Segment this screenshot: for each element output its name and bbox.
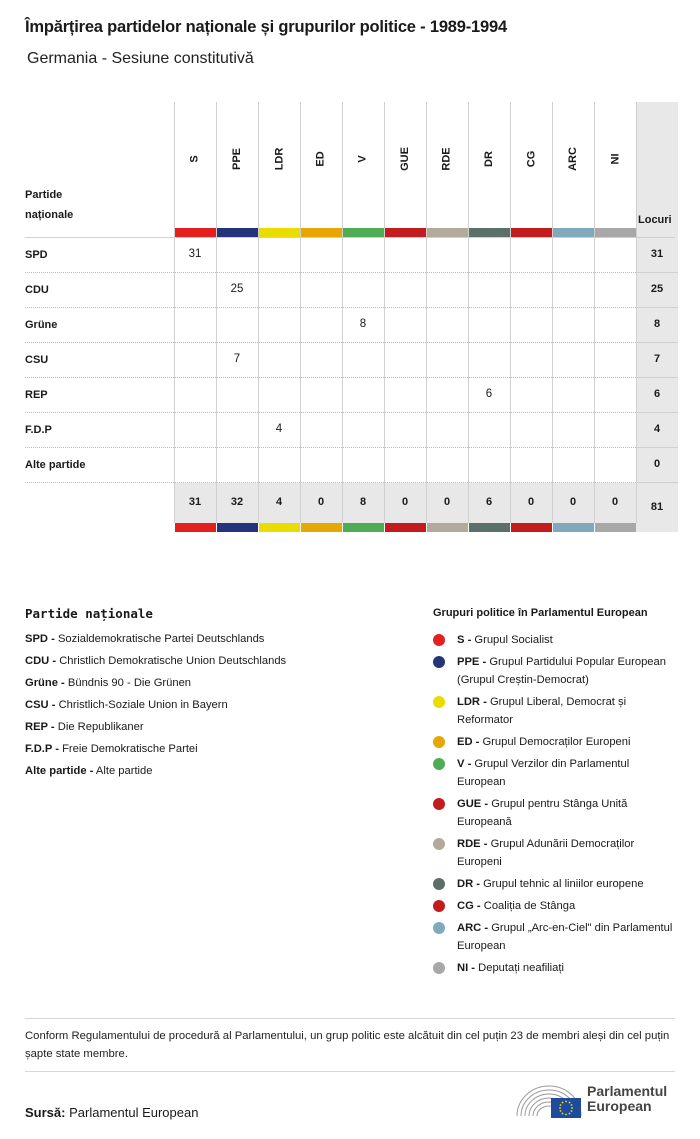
- column-total: 31: [188, 496, 202, 508]
- row-divider: [25, 482, 636, 483]
- legend-parties-title: Partide naționale: [25, 606, 153, 621]
- column-total: 0: [443, 496, 451, 508]
- legend-party-item: CDU - Christlich Demokratische Union Deutschlands: [25, 655, 287, 667]
- column-header-ppe: PPE: [230, 147, 243, 171]
- row-label: Grüne: [25, 319, 58, 331]
- column-header-ed: ED: [315, 151, 327, 167]
- table-cell: 31: [188, 248, 202, 260]
- divider: [25, 1018, 675, 1019]
- legend-party-item: Grüne - Bündnis 90 - Die Grünen: [25, 677, 192, 689]
- row-label: SPD: [25, 249, 48, 261]
- group-color-bar: [511, 228, 552, 237]
- row-divider: [636, 272, 678, 273]
- color-dot-icon: [433, 758, 445, 770]
- group-color-bar: [469, 523, 510, 532]
- row-total: 7: [653, 353, 661, 365]
- legend-group-item: CG - Coaliția de Stânga: [433, 897, 673, 915]
- legend-groups-title: Grupuri politice în Parlamentul European: [433, 607, 648, 619]
- row-header-label: Partide naționale: [25, 189, 74, 221]
- column-total: 32: [230, 496, 244, 508]
- column-header-ldr: LDR: [272, 147, 285, 171]
- color-dot-icon: [433, 922, 445, 934]
- group-color-bar: [385, 228, 426, 237]
- column-header-cg: CG: [525, 150, 537, 168]
- group-color-bar: [217, 523, 258, 532]
- row-total: 0: [653, 458, 661, 470]
- legend-group-item: PPE - Grupul Partidului Popular European (Grupul Creștin-Democrat): [433, 653, 673, 689]
- color-dot-icon: [433, 878, 445, 890]
- group-color-bar: [553, 523, 594, 532]
- group-color-bar: [175, 228, 216, 237]
- group-color-bar: [343, 523, 384, 532]
- legend-group-item: ARC - Grupul „Arc-en-Ciel" din Parlamentul European: [433, 919, 673, 955]
- group-color-bar: [343, 228, 384, 237]
- legend-group-item: ED - Grupul Democraților Europeni: [433, 733, 673, 751]
- group-color-bar: [553, 228, 594, 237]
- color-dot-icon: [433, 838, 445, 850]
- row-divider: [25, 342, 636, 343]
- row-label: CSU: [25, 354, 49, 366]
- group-color-bar: [259, 228, 300, 237]
- row-label: F.D.P: [25, 424, 52, 436]
- color-dot-icon: [433, 696, 445, 708]
- column-header-rde: RDE: [440, 147, 453, 171]
- table-cell: 25: [230, 283, 244, 295]
- table-cell: 6: [485, 388, 493, 400]
- column-header-dr: DR: [482, 151, 495, 167]
- row-divider: [636, 447, 678, 448]
- group-color-bar: [301, 523, 342, 532]
- color-dot-icon: [433, 634, 445, 646]
- color-dot-icon: [433, 962, 445, 974]
- row-divider: [636, 482, 678, 483]
- group-color-bar: [469, 228, 510, 237]
- column-total: 0: [569, 496, 577, 508]
- legend-party-item: F.D.P - Freie Demokratische Partei: [25, 743, 198, 755]
- column-total: 0: [317, 496, 325, 508]
- legend-party-item: SPD - Sozialdemokratische Partei Deutschlands: [25, 633, 265, 645]
- legend-party-item: REP - Die Republikaner: [25, 721, 144, 733]
- row-divider: [636, 342, 678, 343]
- header-divider: [25, 237, 675, 238]
- row-divider: [636, 307, 678, 308]
- hemicycle-icon: [515, 1080, 583, 1120]
- page-title: Împărțirea partidelor naționale și grupurilor politice - 1989-1994: [25, 18, 507, 36]
- row-total: 8: [653, 318, 661, 330]
- group-color-bar: [511, 523, 552, 532]
- row-divider: [25, 447, 636, 448]
- row-divider: [25, 412, 636, 413]
- column-total: 6: [485, 496, 493, 508]
- group-color-bar: [427, 228, 468, 237]
- column-header-v: V: [357, 155, 369, 163]
- column-total: 0: [527, 496, 535, 508]
- column-total: 8: [359, 496, 367, 508]
- table-cell: 8: [359, 318, 367, 330]
- group-color-bar: [301, 228, 342, 237]
- row-divider: [25, 272, 636, 273]
- row-label: Alte partide: [25, 459, 86, 471]
- row-label: REP: [25, 389, 48, 401]
- group-color-bar: [427, 523, 468, 532]
- group-color-bar: [385, 523, 426, 532]
- row-divider: [25, 377, 636, 378]
- footnote: Conform Regulamentului de procedură al Parlamentului, un grup politic este alcătuit din cel puțin 23 de membri aleși din cel puțin șapte state membre.: [25, 1030, 670, 1060]
- column-header-ni: NI: [609, 153, 621, 165]
- row-total: 31: [650, 248, 664, 260]
- column-total: 0: [401, 496, 409, 508]
- page-subtitle: Germania - Sesiune constitutivă: [27, 50, 254, 67]
- divider: [25, 1071, 675, 1072]
- row-label: CDU: [25, 284, 49, 296]
- legend-group-item: LDR - Grupul Liberal, Democrat și Reformator: [433, 693, 673, 729]
- row-total: 25: [650, 283, 664, 295]
- color-dot-icon: [433, 900, 445, 912]
- ep-logo: [515, 1080, 680, 1120]
- group-color-bar: [175, 523, 216, 532]
- legend-group-item: NI - Deputați neafiliați: [433, 959, 673, 977]
- column-header-s: S: [189, 155, 201, 163]
- column-header-arc: ARC: [567, 147, 579, 171]
- group-color-bar: [217, 228, 258, 237]
- legend-party-item: CSU - Christlich-Soziale Union in Bayern: [25, 699, 228, 711]
- legend-group-item: S - Grupul Socialist: [433, 631, 673, 649]
- column-header-gue: GUE: [399, 147, 411, 171]
- row-total: 4: [653, 423, 661, 435]
- column-total: 4: [275, 496, 283, 508]
- row-divider: [25, 307, 636, 308]
- color-dot-icon: [433, 736, 445, 748]
- color-dot-icon: [433, 656, 445, 668]
- row-total: 6: [653, 388, 661, 400]
- legend-group-item: DR - Grupul tehnic al liniilor europene: [433, 875, 673, 893]
- color-dot-icon: [433, 798, 445, 810]
- row-divider: [636, 377, 678, 378]
- table-cell: 7: [233, 353, 241, 365]
- legend-party-item: Alte partide - Alte partide: [25, 765, 153, 777]
- legend-group-item: RDE - Grupul Adunării Democraților Europeni: [433, 835, 673, 871]
- grand-total: 81: [650, 501, 664, 513]
- total-column-header: Locuri: [638, 214, 672, 226]
- logo-text: Parlamentul European: [587, 1083, 668, 1114]
- column-total: 0: [611, 496, 619, 508]
- group-color-bar: [595, 228, 636, 237]
- group-color-bar: [259, 523, 300, 532]
- table-cell: 4: [275, 423, 283, 435]
- group-color-bar: [595, 523, 636, 532]
- legend-group-item: V - Grupul Verzilor din Parlamentul European: [433, 755, 673, 791]
- row-divider: [636, 412, 678, 413]
- legend-group-item: GUE - Grupul pentru Stânga Unită Europeană: [433, 795, 673, 831]
- source-line: Sursă: Parlamentul European: [25, 1105, 199, 1120]
